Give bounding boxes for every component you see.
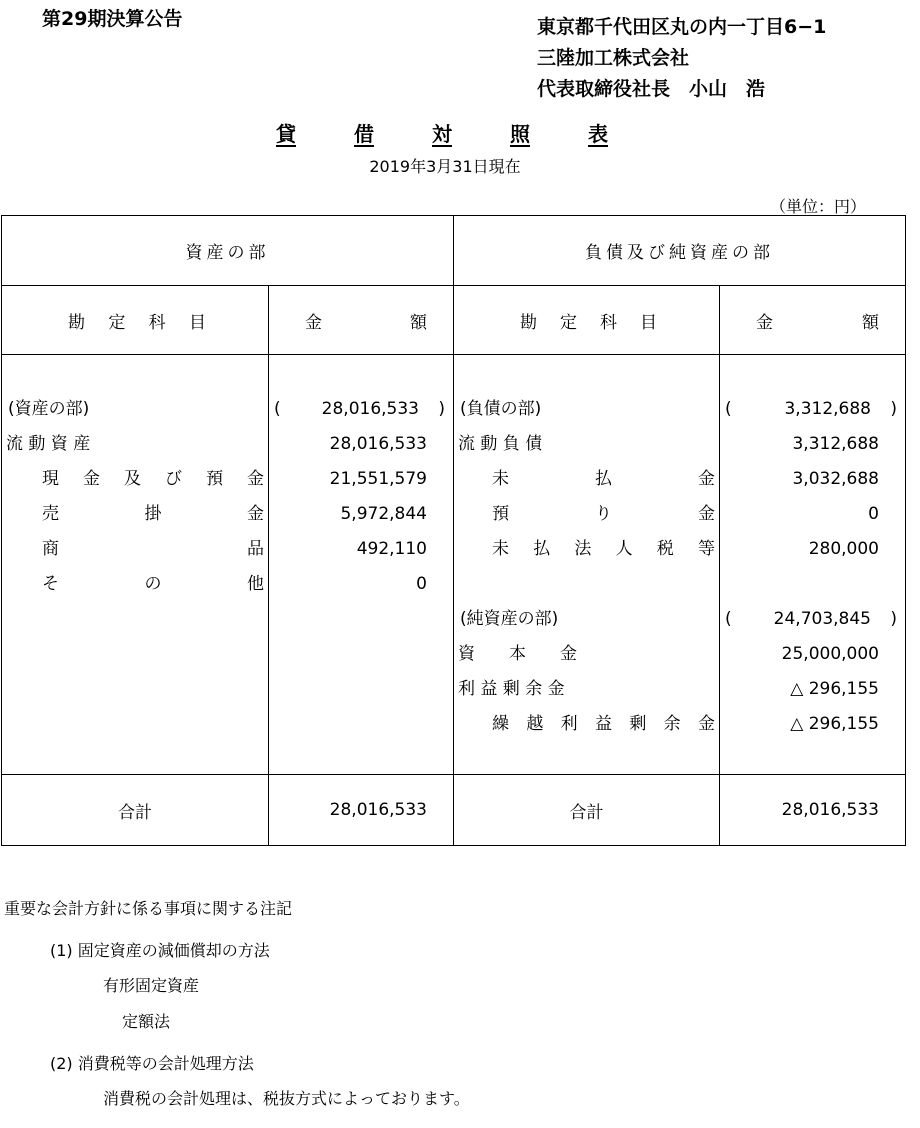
notes-heading: 重要な会計方針に係る事項に関する注記 xyxy=(4,899,293,918)
note-item-1: (1) 固定資産の減価償却の方法 xyxy=(50,941,270,960)
accounts-payable-amount: 3,032,688 xyxy=(792,469,879,489)
liabilities-account-header: 勘 定 科 目 xyxy=(454,286,720,355)
company-address: 東京都千代田区丸の内一丁目6−1 xyxy=(537,16,827,38)
capital-stock-label: 資 本 金 xyxy=(458,644,577,664)
note-item-1-method: 定額法 xyxy=(122,1012,171,1031)
assets-total-amount: 28,016,533 xyxy=(269,775,454,846)
column-header-row xyxy=(2,286,906,355)
note-item-2-text: 消費税の会計処理は、税抜方式によっております。 xyxy=(103,1089,470,1108)
cash-deposits-amount: 21,551,579 xyxy=(329,469,427,489)
account-other: そ の 他 xyxy=(42,574,264,594)
note-item-1-sub: 有形固定資産 xyxy=(103,976,200,995)
assets-accounts xyxy=(2,355,269,775)
liabilities-amounts xyxy=(720,355,906,775)
title-char: 対 xyxy=(432,122,452,146)
body-row xyxy=(2,355,906,775)
liabilities-amount-header: 金 額 xyxy=(720,286,906,355)
representative: 代表取締役社長 小山 浩 xyxy=(537,78,766,100)
income-taxes-payable-amount: 280,000 xyxy=(808,539,879,559)
company-name: 三陸加工株式会社 xyxy=(537,47,690,69)
assets-total-label: 合計 xyxy=(2,775,269,846)
liabilities-section-header: 負債及び純資産の部 xyxy=(454,216,906,286)
title-char: 照 xyxy=(510,122,530,146)
document-title xyxy=(276,118,608,147)
assets-section-header: 資産の部 xyxy=(2,216,454,286)
assets-group-label: (資産の部) xyxy=(8,399,90,419)
liabilities-group-total: ( 3,312,688 ) xyxy=(725,399,897,419)
net-assets-group-label: (純資産の部) xyxy=(460,609,559,629)
deposits-received-amount: 0 xyxy=(868,504,879,524)
title-char: 借 xyxy=(354,122,374,146)
other-amount: 0 xyxy=(416,574,427,594)
account-carried-forward-earnings: 繰 越 利 益 剰 余 金 xyxy=(492,714,715,734)
capital-stock-amount: 25,000,000 xyxy=(781,644,879,664)
current-assets-label: 流 動 資 産 xyxy=(6,434,91,454)
unit-label: （単位：円） xyxy=(770,197,867,216)
as-of-date: 2019年3月31日現在 xyxy=(369,157,521,176)
current-liabilities-amount: 3,312,688 xyxy=(792,434,879,454)
retained-earnings-label: 利 益 剰 余 金 xyxy=(458,679,565,699)
liabilities-group-label: (負債の部) xyxy=(460,399,542,419)
section-header-row xyxy=(2,216,906,286)
merchandise-amount: 492,110 xyxy=(356,539,427,559)
receivables-amount: 5,972,844 xyxy=(340,504,427,524)
current-liabilities-label: 流 動 負 債 xyxy=(458,434,543,454)
liabilities-total-label: 合計 xyxy=(454,775,720,846)
title-char: 貸 xyxy=(276,122,296,146)
balance-sheet-table xyxy=(1,215,906,846)
account-receivables: 売 掛 金 xyxy=(42,504,264,524)
liabilities-accounts xyxy=(454,355,720,775)
assets-account-header: 勘 定 科 目 xyxy=(2,286,269,355)
notice-title: 第29期決算公告 xyxy=(42,8,183,30)
account-cash-deposits: 現 金 及 び 預 金 xyxy=(42,469,264,489)
net-assets-group-total: ( 24,703,845 ) xyxy=(725,609,897,629)
retained-earnings-amount: △ 296,155 xyxy=(790,679,879,699)
total-row xyxy=(2,775,906,846)
account-income-taxes-payable: 未 払 法 人 税 等 xyxy=(492,539,715,559)
assets-amount-header: 金 額 xyxy=(269,286,454,355)
account-deposits-received: 預 り 金 xyxy=(492,504,715,524)
account-merchandise: 商 品 xyxy=(42,539,264,559)
carried-forward-earnings-amount: △ 296,155 xyxy=(790,714,879,734)
liabilities-total-amount: 28,016,533 xyxy=(720,775,906,846)
title-char: 表 xyxy=(588,122,608,146)
assets-group-total: ( 28,016,533 ) xyxy=(274,399,445,419)
account-accounts-payable: 未 払 金 xyxy=(492,469,715,489)
current-assets-amount: 28,016,533 xyxy=(329,434,427,454)
assets-amounts xyxy=(269,355,454,775)
note-item-2: (2) 消費税等の会計処理方法 xyxy=(50,1054,254,1073)
